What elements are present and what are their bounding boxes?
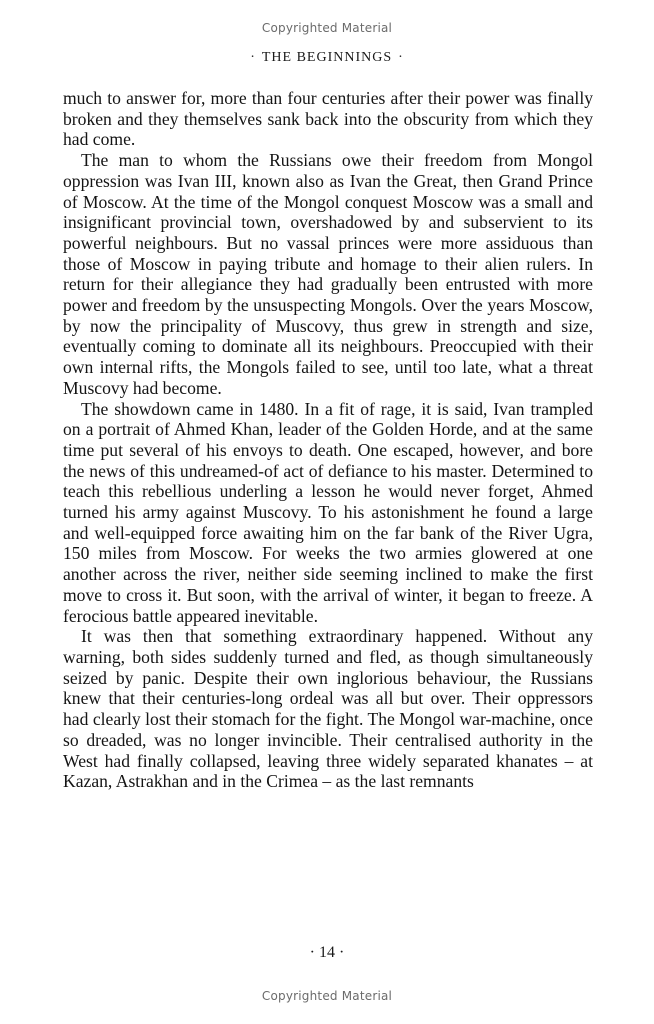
running-head-dot-left: · <box>250 50 256 65</box>
running-head-dot-right: · <box>398 50 404 65</box>
copyright-watermark-top: Copyrighted Material <box>261 21 393 35</box>
paragraph-continuation: much to answer for, more than four centuries after their power was finally broken and they themselves sank back into the obscurity from which they had come. <box>63 88 593 150</box>
paragraph-showdown-1480: The showdown came in 1480. In a fit of rage, it is said, Ivan trampled on a portrait of Ahmed Khan, leader of the Golden Horde, and at the same time put several of his envoys to death. One escaped, however, and bore the news of this undreamed-of act of defiance to his master. Determined to teach this rebellious underling a lesson he would never forget, Ahmed turned his army against Muscovy. To his astonishment he found a large and well-equipped force awaiting him on the far bank of the River Ugra, 150 miles from Moscow. For weeks the two armies glowered at one another across the river, neither side seeming inclined to make the first move to cross it. But soon, with the arrival of winter, it began to freeze. A ferocious battle appeared inevitable. <box>63 398 593 626</box>
paragraph-ivan-iii: The man to whom the Russians owe their freedom from Mongol oppression was Ivan III, known also as Ivan the Great, then Grand Prince of Moscow. At the time of the Mongol conquest Moscow was a small and insignificant provincial town, overshadowed by and subservient to its powerful neighbours. But no vassal princes were more assiduous than those of Moscow in paying tribute and homage to their alien rulers. In return for their allegiance they had gradually been entrusted with more power and freedom by the unsuspecting Mongols. Over the years Moscow, by now the principality of Muscovy, thus grew in strength and size, eventually coming to dominate all its neighbours. Preoccupied with their own internal rifts, the Mongols failed to see, until too late, what a threat Muscovy had become. <box>63 150 593 398</box>
copyright-watermark-bottom: Copyrighted Material <box>261 989 393 1003</box>
paragraph-mongol-flight: It was then that something extraordinary happened. Without any warning, both sides suddenly turned and fled, as though simultaneously seized by panic. Despite their own inglorious behaviour, the Russians knew that their centuries-long ordeal was all but over. Their oppressors had clearly lost their stomach for the fight. The Mongol war-machine, once so dreaded, was no longer invincible. Their centralised authority in the West had finally collapsed, leaving three widely separated khanates – at Kazan, Astrakhan and in the Crimea – as the last remnants <box>63 626 593 792</box>
running-head <box>0 50 654 66</box>
page-number: · 14 · <box>309 944 345 961</box>
body-text <box>63 88 593 792</box>
running-head-title: THE BEGINNINGS <box>261 50 393 65</box>
